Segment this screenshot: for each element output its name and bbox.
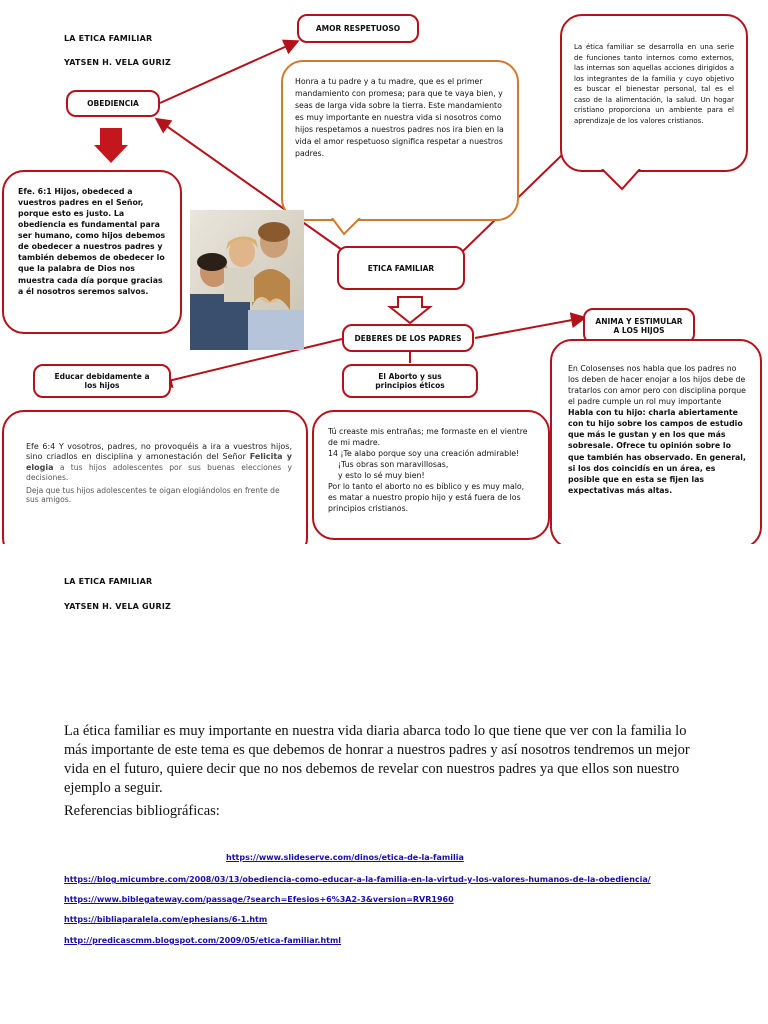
family-photo xyxy=(190,210,304,350)
etica-bubble-tail xyxy=(600,169,644,191)
references-title: Referencias bibliográficas: xyxy=(64,803,220,819)
node-deberes-padres: DEBERES DE LOS PADRES xyxy=(342,324,474,352)
honra-bubble: Honra a tu padre y a tu madre, que es el primer mandamiento con promesa; para que te vaya bien, y seas de larga vida sobre la tierra. Este mandamiento es muy importante en nuestra vida si nosotros como hijos respetamos a nuestros padres nos ira bien en la vida el amor respetuoso significa respetar a nuestros padres. xyxy=(281,60,519,221)
honra-bubble-tail xyxy=(330,218,370,236)
reference-link[interactable]: https://www.slideserve.com/dinos/etica-de-la-familia xyxy=(226,853,464,862)
page-cut xyxy=(0,544,768,564)
aborto-bubble: Tú creaste mis entrañas; me formaste en el vientre de mi madre. 14 ¡Te alabo porque soy una creación admirable! ¡Tus obras son maravillosas, y esto lo sé muy bien! Por lo tanto el aborto no es bíblico y es muy malo, es matar a nuestro propio hijo y está fuera de los principios cristianos. xyxy=(312,410,550,540)
efe61-bubble: Efe. 6:1 Hijos, obedeced a vuestros padres en el Señor, porque esto es justo. La obediencia es fundamental para ser humano, como hijos debemos de obedecer a nuestros padres y también debemos de obedecer lo que la palabra de Dios nos muestra cada día porque gracias a él nosotros seremos salvos. xyxy=(2,170,182,334)
doc-title: LA ETICA FAMILIAR xyxy=(64,34,153,43)
doc-author-2: YATSEN H. VELA GURIZ xyxy=(64,602,172,611)
colosenses-bubble: En Colosenses nos habla que los padres no los deben de hacer enojar a los hijos debe de tratarlos con amor pero con disciplina porque el padre cumple un rol muy importante Habla con tu hijo: charla abiertamente con tu hijo sobre los campos de estudio que más le gustan y en los que más sobresale. Ofrece tu opinión sobre lo que también has observado. En general, si los dos coincidís en un área, es posible que en esta se fijen las expectativas más altas. xyxy=(550,339,762,549)
node-educar: Educar debidamente a los hijos xyxy=(33,364,171,398)
node-obediencia: OBEDIENCIA xyxy=(66,90,160,117)
doc-author: YATSEN H. VELA GURIZ xyxy=(64,58,172,67)
doc-title-2: LA ETICA FAMILIAR xyxy=(64,577,153,586)
red-down-arrow xyxy=(94,128,128,163)
reference-link[interactable]: https://bibliaparalela.com/ephesians/6-1.htm xyxy=(64,915,268,924)
node-amor-respetuoso: AMOR RESPETUOSO xyxy=(297,14,419,43)
reference-link[interactable]: https://blog.micumbre.com/2008/03/13/obediencia-como-educar-a-la-familia-en-la-virtud-y-los-valores-humanos-de-la-obediencia/ xyxy=(64,875,651,884)
reference-link[interactable]: http://predicascmm.blogspot.com/2009/05/etica-familiar.html xyxy=(64,936,342,945)
summary-paragraph: La ética familiar es muy importante en nuestra vida diaria abarca todo lo que tiene que ver con la familia lo más importante de este tema es que debemos de honrar a nuestros padres y así nosotros tendremos un mejor vida en el futuro, quiere decir que no nos debemos de revelar con nuestros padres ya que ellos son nuestro ejemplo a seguir. xyxy=(64,723,690,797)
node-anima-estimular: ANIMA Y ESTIMULAR A LOS HIJOS xyxy=(583,308,695,344)
efe64-bubble: Efe 6:4 Y vosotros, padres, no provoquéis a ira a vuestros hijos, sino criadlos en disciplina y amonestación del Señor Felicita y elogia a tus hijos adolescentes por sus buenas elecciones y decisiones. Deja que tus hijos adolescentes te oigan elogiándolos en frente de sus amigos. xyxy=(2,410,308,560)
node-aborto: El Aborto y sus principios éticos xyxy=(342,364,478,398)
hollow-down-arrow xyxy=(390,297,430,323)
node-etica-familiar: ETICA FAMILIAR xyxy=(337,246,465,290)
etica-description-bubble: La ética familiar se desarrolla en una serie de funciones tanto internos como externos, las internas son aquellas acciones dirigidos a los integrantes de la familia y cuyo objetivo es buscar el bienestar personal, tal es el caso de la alimentación, la salud. Un hogar cristiano proporciona un ambiente para el aprendizaje de los valores cristianos. xyxy=(560,14,748,172)
reference-link[interactable]: https://www.biblegateway.com/passage/?search=Efesios+6%3A2-3&version=RVR1960 xyxy=(64,895,454,904)
